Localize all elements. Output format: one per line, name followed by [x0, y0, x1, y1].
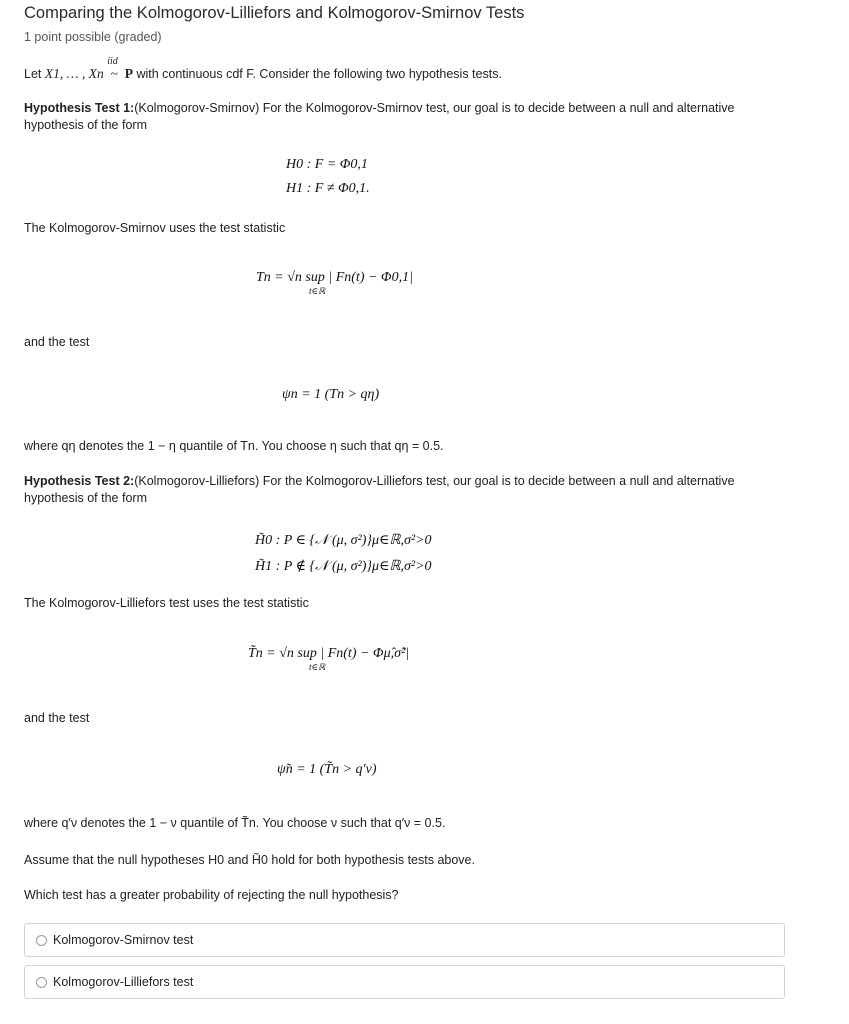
choice-kolmogorov-lilliefors[interactable] — [24, 965, 785, 999]
intro-let: Let — [24, 67, 42, 81]
iid-symbol — [107, 56, 121, 82]
test1-stat-subscript: t∈ℝ — [309, 286, 326, 296]
test1-h1: H1 : F ≠ Φ0,1. — [286, 181, 370, 196]
test2-statistic: T̃n = √n sup | Fn(t) − Φμ̂,σ̂²| — [248, 646, 410, 661]
test1-desc-line1 — [24, 101, 735, 115]
test2-heading: Hypothesis Test 2: — [24, 474, 135, 488]
test2-and-test: and the test — [24, 711, 90, 725]
test2-stat-subscript: t∈ℝ — [309, 662, 326, 672]
points-info: 1 point possible (graded) — [24, 30, 162, 44]
test1-desc-line2: hypothesis of the form — [24, 118, 147, 132]
radio-button[interactable] — [36, 977, 47, 988]
test1-and-test: and the test — [24, 335, 90, 349]
intro-line — [24, 56, 502, 82]
test2-desc-line2: hypothesis of the form — [24, 491, 147, 505]
test2-h0: H̃0 : P ∈ {𝒩 (μ, σ²)}μ∈ℝ,σ²>0 — [255, 533, 432, 548]
choice-label: Kolmogorov-Smirnov test — [53, 933, 194, 947]
iid-label: iid — [107, 56, 118, 67]
intro-vars: X1, … , Xn — [44, 66, 104, 81]
choice-kolmogorov-smirnov[interactable] — [24, 923, 785, 957]
test1-test: ψn = 1 (Tn > qη) — [282, 387, 380, 402]
problem-title: Comparing the Kolmogorov-Lilliefors and Kolmogorov-Smirnov Tests — [24, 4, 525, 22]
intro-rest: with continuous cdf F. Consider the following two hypothesis tests. — [136, 67, 502, 81]
test2-stat-intro: The Kolmogorov-Lilliefors test uses the test statistic — [24, 596, 309, 610]
choice-label: Kolmogorov-Lilliefors test — [53, 975, 194, 989]
test2-test: ψ̃n = 1 (T̃n > q′ν) — [277, 762, 377, 777]
question-text: Which test has a greater probability of rejecting the null hypothesis? — [24, 888, 399, 902]
test1-where: where qη denotes the 1 − η quantile of Tn. You choose η such that qη = 0.5. — [24, 439, 444, 453]
assumption-text: Assume that the null hypotheses H0 and H̃0 hold for both hypothesis tests above. — [24, 853, 475, 867]
test1-desc-text: (Kolmogorov-Smirnov) For the Kolmogorov-Smirnov test, our goal is to decide between a null and alternative — [134, 101, 735, 115]
radio-button[interactable] — [36, 935, 47, 946]
test1-h0: H0 : F = Φ0,1 — [286, 157, 368, 172]
intro-P: P — [124, 66, 133, 81]
test1-heading: Hypothesis Test 1: — [24, 101, 135, 115]
test1-statistic: Tn = √n sup | Fn(t) − Φ0,1| — [256, 270, 413, 285]
test2-desc-text: (Kolmogorov-Lilliefors) For the Kolmogorov-Lilliefors test, our goal is to decide between a null and alternative — [134, 474, 735, 488]
test2-where: where q′ν denotes the 1 − ν quantile of T̃n. You choose ν such that q′ν = 0.5. — [24, 816, 446, 830]
test1-stat-intro: The Kolmogorov-Smirnov uses the test statistic — [24, 221, 286, 235]
test2-h1: H̃1 : P ∉ {𝒩 (μ, σ²)}μ∈ℝ,σ²>0 — [255, 559, 432, 574]
tilde-symbol: ~ — [110, 66, 118, 81]
test2-desc-line1 — [24, 474, 735, 488]
